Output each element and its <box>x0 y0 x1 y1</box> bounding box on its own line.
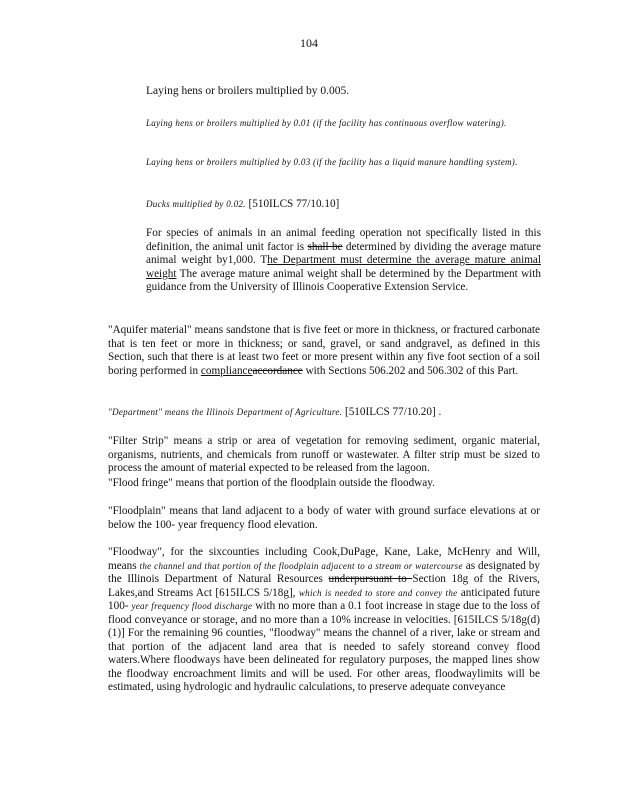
ducks-factor-line <box>146 198 541 212</box>
floodway-italic-1: the channel and that portion of the floodplain adjacent to a stream or watercourse <box>139 560 463 571</box>
floodway-text-2: as designated by the Illinois Department of Natural Resources <box>108 559 540 585</box>
floodway-italic-2: which is needed to store and convey the <box>298 587 458 598</box>
department-definition-text: "Department" means the Illinois Department of Agriculture. <box>108 407 343 417</box>
floodway-italic-3: year frequency flood discharge <box>131 601 253 611</box>
aquifer-text-2: with Sections 506.202 and 506.302 of this Part. <box>302 364 519 377</box>
species-text-1: For species of animals in an animal feeding operation not specifically listed in this definition, the animal unit factor is <box>146 227 541 253</box>
ducks-citation: [510ILCS 77/10.10] <box>245 198 340 210</box>
species-text-3: The average mature animal weight shall be determined by the Department with guidance from the University of Illinois Cooperative Extension Service. <box>146 267 541 293</box>
hens-overflow-factor-line: Laying hens or broilers multiplied by 0.01 (if the facility has continuous overflow watering). <box>146 118 507 128</box>
floodplain-definition: "Floodplain" means that land adjacent to a body of water with ground surface elevations at or below the 100- year frequency flood elevation. <box>108 505 540 531</box>
species-underlined-text: he Department must determine the average mature animal weight <box>146 254 541 280</box>
department-definition <box>108 406 540 420</box>
floodway-text-5: with no more than a 0.1 foot increase in stage due to the loss of flood conveyance or storage, and no more than a 10% increase in velocities. [615ILCS 5/18g(d)(1)] For the remaining 96 counties, "floodway" means the channel of a river, lake or stream and that portion of the adjacent land area that is needed to safely storeand convey flood waters.Where floodways have been delineated for regulatory purposes, the mapped lines show the floodway encroachment limits and will be used. For other areas, floodwaylimits will be estimated, using hydrologic and hydraulic calculations, to preserve adequate conveyance <box>108 600 540 693</box>
filter-strip-definition: "Filter Strip" means a strip or area of vegetation for removing sediment, organic material, organisms, nutrients, and chemicals from runoff or wastewater. A filter strip must be sized to process the amount of material expected to be released from the lagoon. <box>108 435 540 474</box>
floodway-definition <box>108 546 540 695</box>
hens-liquid-manure-factor-line: Laying hens or broilers multiplied by 0.03 (if the facility has a liquid manure handling system). <box>146 157 518 167</box>
page-number: 104 <box>300 36 318 50</box>
floodway-text-3: Section 18g of the Rivers, Lakes,and Streams Act [615ILCS 5/18g], <box>108 573 540 599</box>
floodway-struck-text: underpursuant to <box>328 573 413 585</box>
species-struck-text: shall be <box>307 240 343 253</box>
aquifer-underlined-text: compliance <box>200 364 253 377</box>
ducks-factor-text: Ducks multiplied by 0.02. <box>146 199 246 209</box>
aquifer-struck-text: accordance <box>252 364 303 377</box>
aquifer-material-definition <box>108 324 540 378</box>
hens-factor-line: Laying hens or broilers multiplied by 0.005. <box>146 85 350 97</box>
department-citation: [510ILCS 77/10.20] . <box>342 406 442 418</box>
aquifer-text-1: "Aquifer material" means sandstone that is five feet or more in thickness, or fractured carbonate that is ten feet or more in thickness; or sand, gravel, or sand andgravel, as defined in this Section, such that there is at least two feet or more present within any five foot section of a soil boring performed in <box>108 324 540 377</box>
species-paragraph <box>146 227 541 295</box>
flood-fringe-definition: "Flood fringe" means that portion of the floodplain outside the floodway. <box>108 477 435 489</box>
floodway-text-4: anticipated future 100- <box>108 586 541 612</box>
floodway-text-1: "Floodway", for the sixcounties including Cook,DuPage, Kane, Lake, McHenry and Will, means <box>108 546 540 572</box>
species-text-2: determined by dividing the average mature animal weight by1,000. T <box>146 240 541 266</box>
